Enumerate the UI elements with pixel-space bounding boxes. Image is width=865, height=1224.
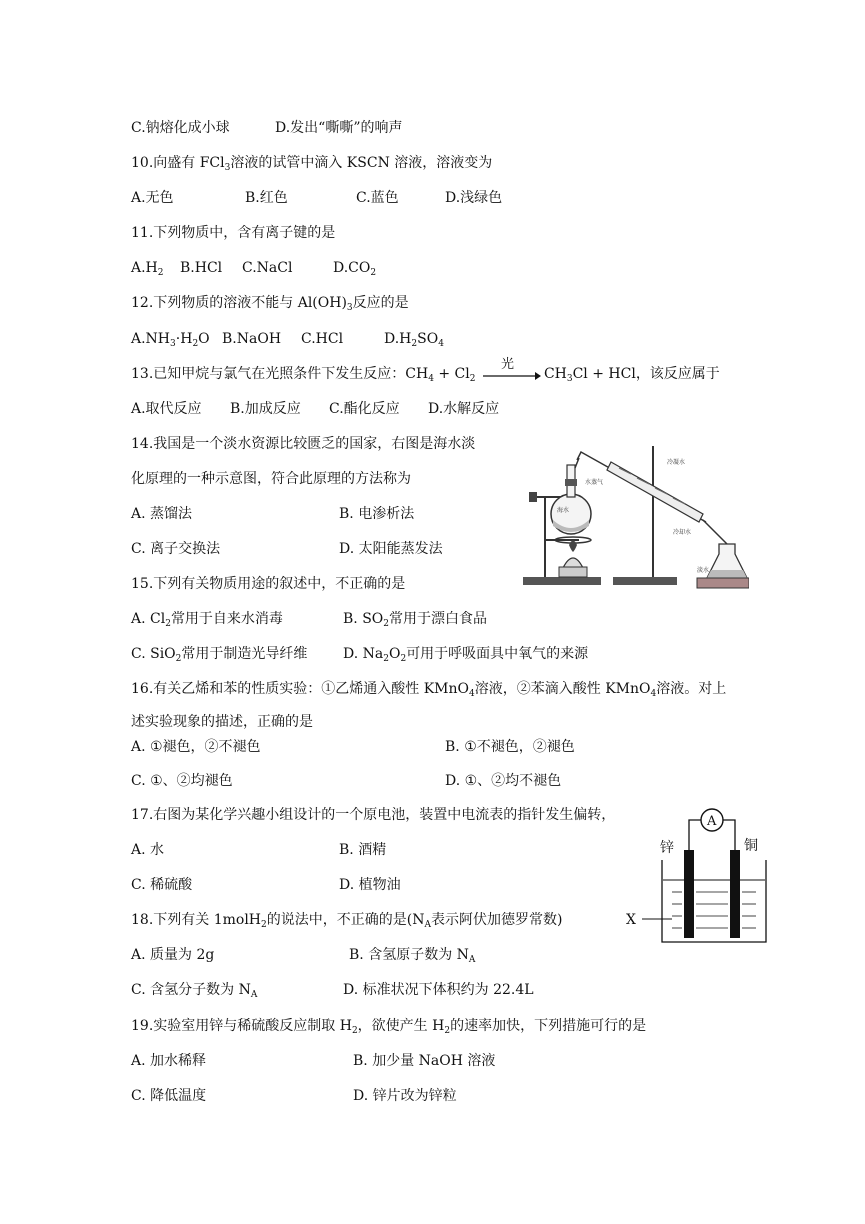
- q17-option-d[interactable]: D. 植物油: [339, 877, 401, 893]
- q12-option-c[interactable]: C.HCl: [301, 331, 344, 347]
- q13-reaction-arrow: [483, 357, 541, 383]
- galvanic-cell-figure: [622, 800, 772, 950]
- q11-option-b[interactable]: B.HCl: [180, 260, 223, 276]
- q18-option-a[interactable]: A. 质量为 2g: [131, 947, 215, 963]
- q13-option-c[interactable]: C.酯化反应: [329, 401, 400, 417]
- q17-stem: 17.右图为某化学兴趣小组设计的一个原电池，装置中电流表的指针发生偏转，: [131, 807, 616, 823]
- copper-label: 铜: [744, 838, 758, 854]
- q9-option-d[interactable]: D.发出“嘶嘶”的响声: [275, 120, 403, 136]
- q14-option-d[interactable]: D. 太阳能蒸发法: [339, 541, 443, 557]
- q19-option-b[interactable]: B. 加少量 NaOH 溶液: [353, 1053, 496, 1069]
- q19-option-d[interactable]: D. 锌片改为锌粒: [353, 1088, 457, 1104]
- distillation-apparatus-figure: [521, 440, 749, 590]
- fig-label-fresh-water: 淡水: [697, 567, 710, 574]
- q10-option-b[interactable]: B.红色: [245, 190, 288, 206]
- q10-option-c[interactable]: C.蓝色: [356, 190, 399, 206]
- q16-stem-line2: 述实验现象的描述，正确的是: [131, 714, 313, 730]
- zinc-label: 锌: [660, 840, 674, 856]
- q13-condition-label: 光: [500, 357, 514, 372]
- q12-stem: 12.下列物质的溶液不能与 $Al(OH)_3$反应的是: [131, 295, 409, 313]
- q13-stem: 13.已知甲烷与氯气在光照条件下发生反应：$CH_4 + Cl_2$ 光 $CH_3Cl$ + HCl，该反应属于: [131, 357, 720, 384]
- q18-option-c[interactable]: C. 含氢分子数为 $N_A$: [131, 982, 258, 1000]
- fig-label-cooling-in: 冷却水: [673, 529, 692, 536]
- q14-option-b[interactable]: B. 电渗析法: [339, 506, 415, 522]
- q11-option-d[interactable]: $D.CO_2$: [333, 260, 377, 278]
- q19-option-c[interactable]: C. 降低温度: [131, 1088, 207, 1104]
- q18-option-d[interactable]: D. 标准状况下体积约为 22.4L: [343, 982, 534, 998]
- q18-stem: 18.下列有关 1molH$_2$的说法中，不正确的是($N_A$表示阿伏加德罗常数): [131, 912, 563, 930]
- q19-option-a[interactable]: A. 加水稀释: [131, 1053, 207, 1069]
- q13-option-b[interactable]: B.加成反应: [230, 401, 301, 417]
- q19-stem: 19.实验室用锌与稀硫酸反应制取 $H_2$，欲使产生 $H_2$的速率加快，下列措施可行的是: [131, 1018, 647, 1036]
- q13-option-d[interactable]: D.水解反应: [428, 401, 500, 417]
- q12-option-d[interactable]: $D.H_2SO_4$: [384, 331, 444, 349]
- q11-option-a[interactable]: $A.H_2$: [131, 260, 164, 278]
- q11-option-c[interactable]: C.NaCl: [242, 260, 293, 276]
- ammeter-label: A: [707, 814, 717, 829]
- q12-option-b[interactable]: B.NaOH: [222, 331, 282, 347]
- q14-option-a[interactable]: A. 蒸馏法: [131, 506, 193, 522]
- q16-option-b[interactable]: B. ①不褪色，②褪色: [445, 739, 575, 755]
- q13-option-a[interactable]: A.取代反应: [131, 401, 202, 417]
- q16-option-a[interactable]: A. ①褪色，②不褪色: [131, 739, 261, 755]
- q14-stem-line1: 14.我国是一个淡水资源比较匮乏的国家，右图是海水淡: [131, 436, 476, 452]
- q10-stem: 10.向盛有 FCl$_3$溶液的试管中滴入 KSCN 溶液，溶液变为: [131, 155, 493, 173]
- fig-label-cooling-out: 冷凝水: [667, 459, 686, 466]
- q17-option-a[interactable]: A. 水: [131, 842, 165, 858]
- q16-stem-line1: 16.有关乙烯和苯的性质实验：①乙烯通入酸性 KMnO$_4$溶液，②苯滴入酸性 KMnO$_4$溶液。对上: [131, 681, 727, 699]
- fig-label-seawater: 海水: [557, 507, 570, 514]
- electrolyte-x-label: X: [626, 912, 636, 928]
- fig-label-steam: 水蒸气: [585, 479, 604, 486]
- q18-option-b[interactable]: B. 含氢原子数为 $N_A$: [349, 947, 476, 965]
- q10-option-d[interactable]: D.浅绿色: [445, 190, 503, 206]
- q15-option-c[interactable]: C. SiO$_2$常用于制造光导纤维: [131, 646, 308, 664]
- q9-option-c[interactable]: C.钠熔化成小球: [131, 120, 230, 136]
- q17-option-b[interactable]: B. 酒精: [339, 842, 387, 858]
- q15-option-b[interactable]: B. $SO_2$常用于漂白食品: [343, 611, 487, 629]
- q15-option-a[interactable]: A. $Cl_2$常用于自来水消毒: [131, 611, 283, 629]
- q15-option-d[interactable]: D. $Na_2O_2$可用于呼吸面具中氧气的来源: [343, 646, 589, 664]
- q12-option-a[interactable]: $A.NH_3\cdot H_2O$: [131, 331, 210, 349]
- q16-option-c[interactable]: C. ①、②均褪色: [131, 773, 233, 789]
- q10-option-a[interactable]: A.无色: [131, 190, 174, 206]
- q16-option-d[interactable]: D. ①、②均不褪色: [445, 773, 562, 789]
- q14-stem-line2: 化原理的一种示意图，符合此原理的方法称为: [131, 471, 411, 487]
- q15-stem: 15.下列有关物质用途的叙述中，不正确的是: [131, 576, 406, 592]
- q14-option-c[interactable]: C. 离子交换法: [131, 541, 221, 557]
- q11-stem: 11.下列物质中，含有离子键的是: [131, 225, 336, 241]
- q17-option-c[interactable]: C. 稀硫酸: [131, 877, 193, 893]
